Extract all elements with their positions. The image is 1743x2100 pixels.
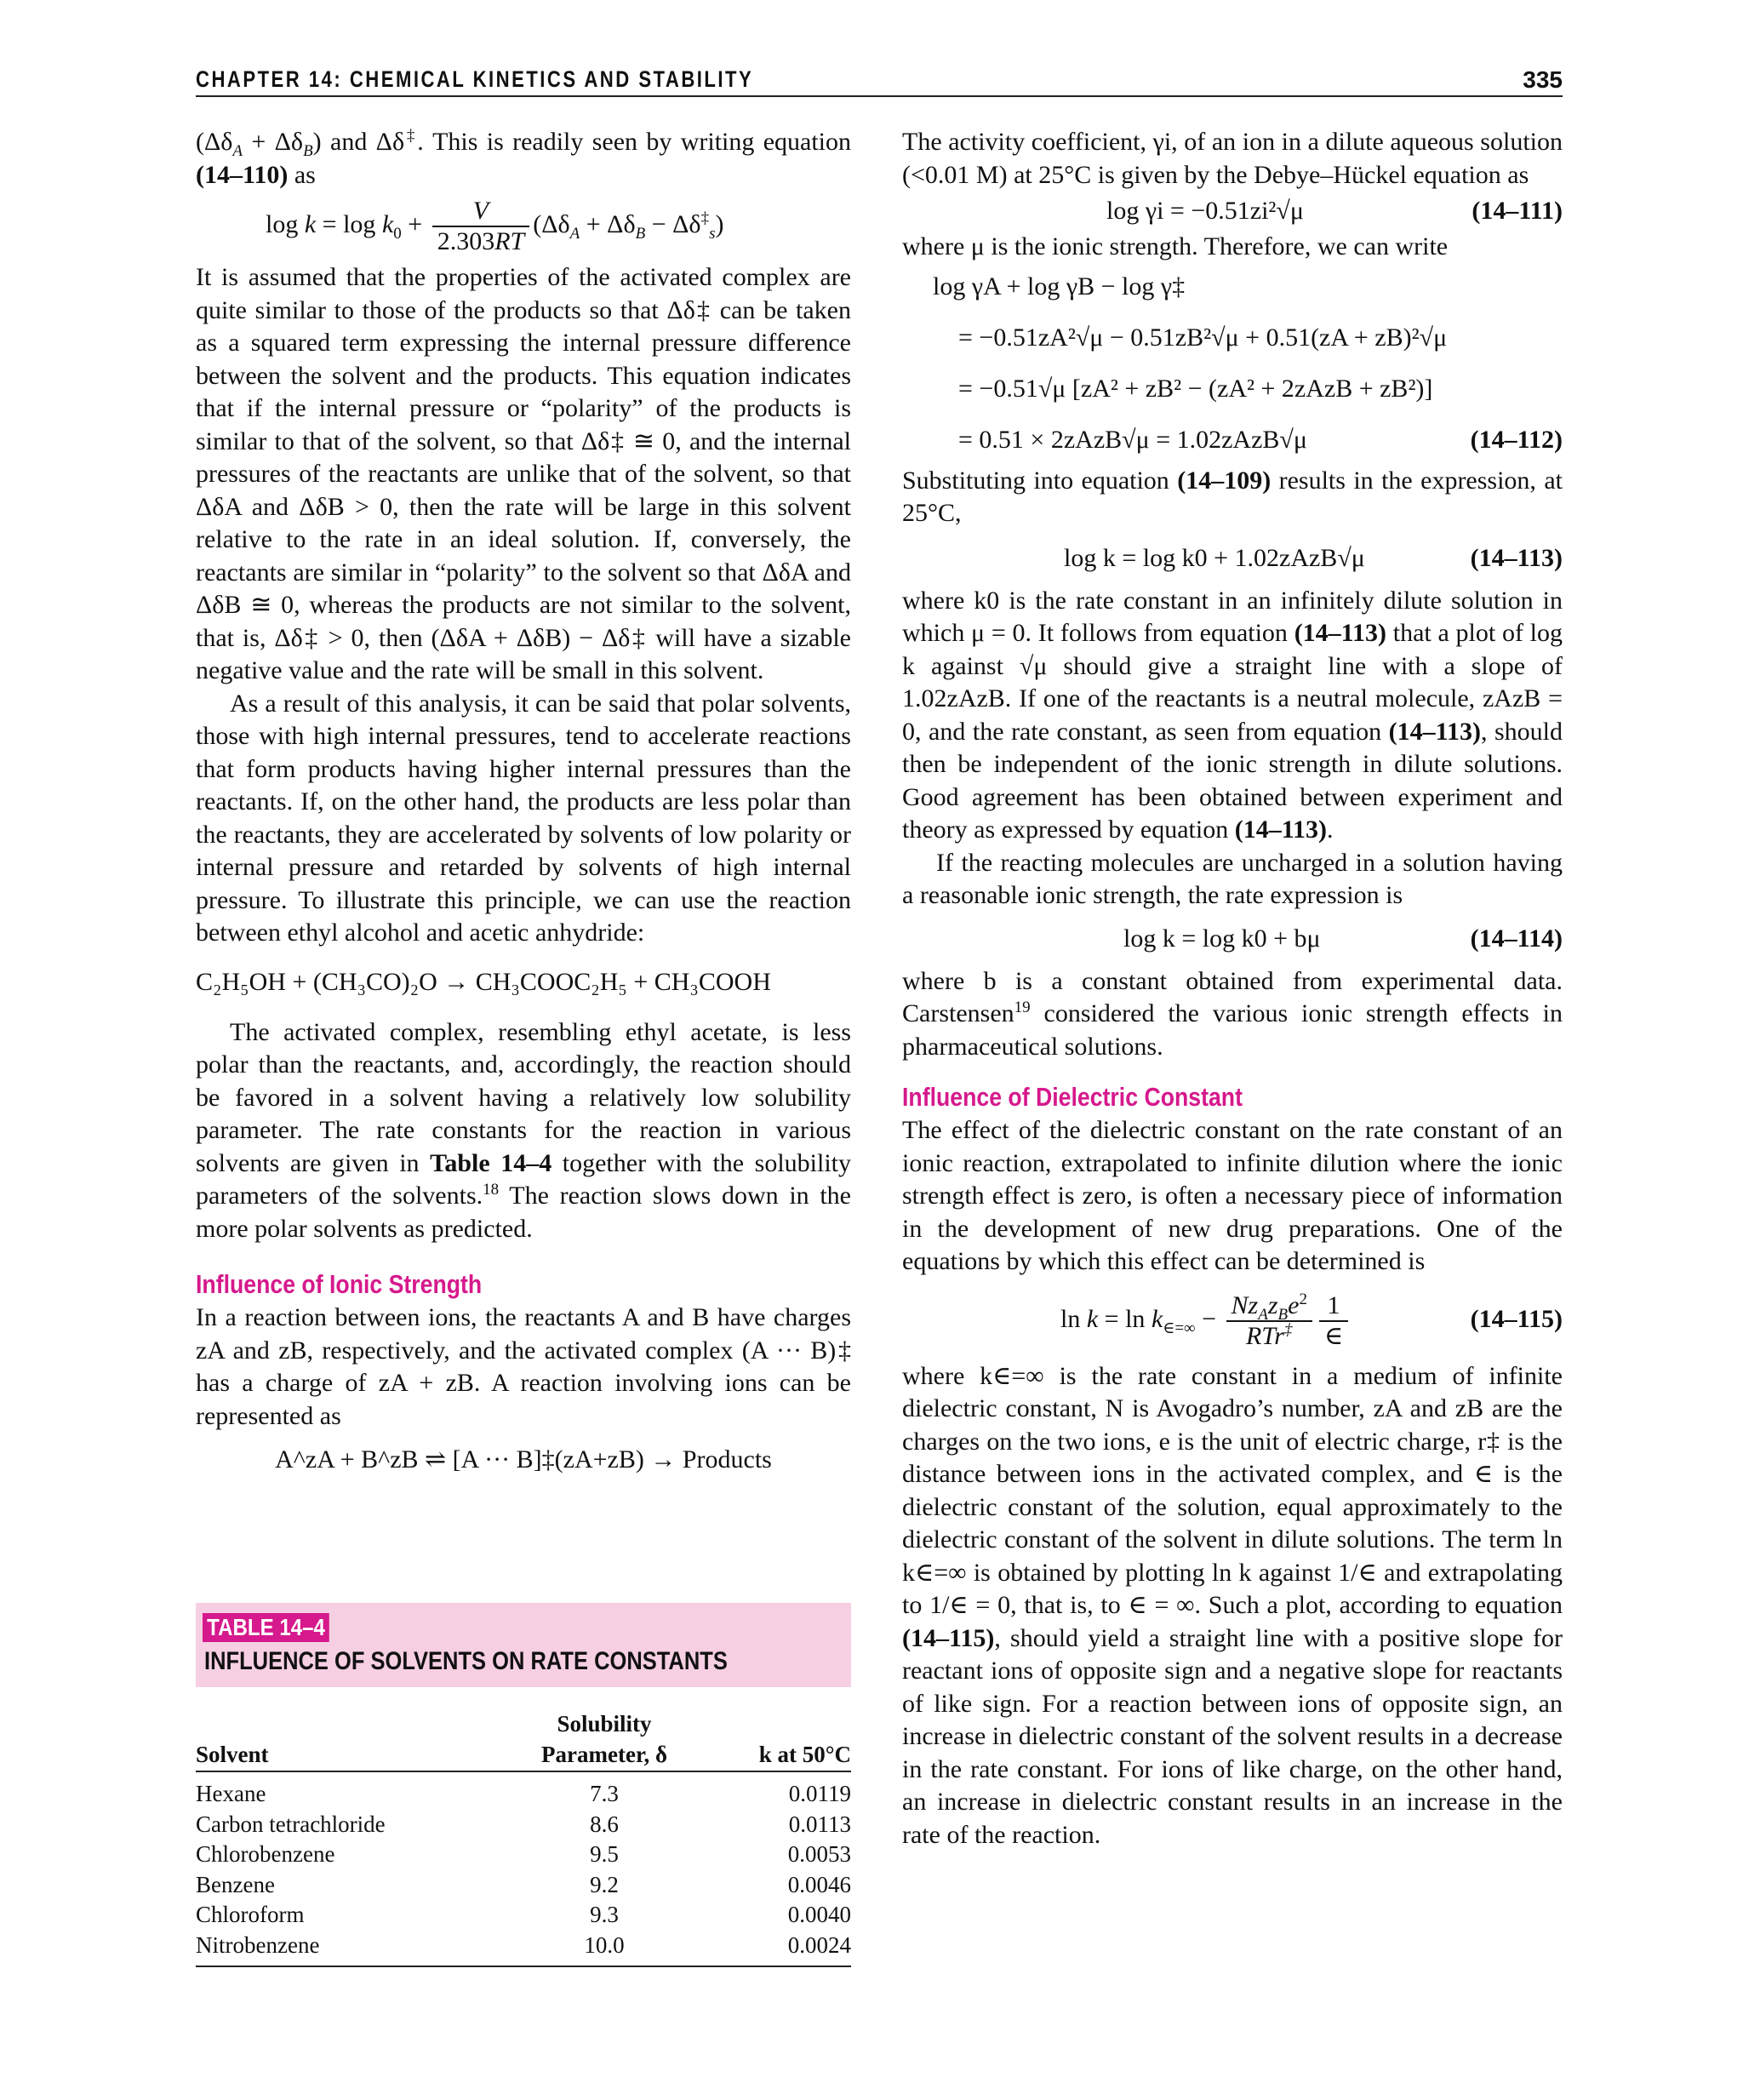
paragraph-intro: $(\Delta\delta_A + \Delta\delta_B)$ and Δδ‡. This is readily seen by writing equation (14–110) as [196, 127, 851, 189]
paragraph-ionic-strength-mu: where μ is the ionic strength. Therefore, we can write [902, 232, 1449, 260]
paragraph-ionic-reaction: In a reaction between ions, the reactants A and B have charges zA and zB, respectively, and the activated complex (A ··· B)‡ has a charge of zA + zB. A reaction involving ions can be represented as [196, 1303, 851, 1430]
column-header-parameter: Parameter, δ [541, 1742, 667, 1767]
right-column [902, 126, 1563, 1851]
column-header-k: k at 50°C [758, 1742, 851, 1767]
table-title: INFLUENCE OF SOLVENTS ON RATE CONSTANTS [204, 1647, 728, 1675]
table-row: Benzene 9.2 0.0046 [196, 1871, 851, 1897]
table-body [196, 1772, 851, 1967]
equation-14-112-line1: log γA + log γB − log γ‡ [933, 272, 1186, 300]
paragraph-constant-b: where b is a constant obtained from experimental data. Carstensen$^{19}$ considered the various ionic strength effects in pharmaceutical solutions. [902, 966, 1563, 1061]
paragraph-dielectric-effect: The effect of the dielectric constant on the rate constant of an ionic reaction, extrapolated to infinite dilution where the ionic strength effect is zero, is often a necessary piece of information in the development of new drug preparations. One of the equations by which this effect can be determined is [902, 1116, 1563, 1275]
equation-14-112-line4: = 0.51 × 2zAzB√μ = 1.02zAzB√μ (14–112) [958, 425, 1563, 454]
paragraph-activated-complex: It is assumed that the properties of the activated complex are quite similar to those of the products so that Δδ‡ can be taken as a squared term expressing the internal pressure difference between the solvent and the products. This equation indicates that if the internal pressure or “polarity” of the products is similar to that of the solvent, so that Δδ‡ ≅ 0, and the internal pressures of the reactants are unlike that of the solvent, so that ΔδA and ΔδB > 0, then the rate will be large in this solvent relative to the rate in an ideal solution. If, conversely, the reactants are similar in “polarity” to the solvent so that ΔδA and ΔδB ≅ 0, whereas the products are not similar to the solvent, that is, Δδ‡ > 0, then (ΔδA + ΔδB) − Δδ‡ will have a sizable negative value and the rate will be small in this solvent. [196, 263, 851, 684]
page-number: 335 [1523, 66, 1563, 93]
column-header-solvent: Solvent [196, 1742, 269, 1767]
equation-ionic-reaction: A^zA + B^zB ⇌ [A ··· B]‡(zA+zB) → Products [275, 1445, 772, 1473]
paragraph-activity-coefficient: The activity coefficient, γi, of an ion in a dilute aqueous solution (<0.01 M) at 25°C is given by the Debye–Hückel equation as [902, 128, 1563, 189]
equation-ethyl-acetate-reaction: C₂H₅OH + (CH₃CO)₂O → CH₃COOC₂H₅ + CH₃COOH [196, 967, 771, 996]
paragraph-rate-constant-k0: where k0 is the rate constant in an infinitely dilute solution in which μ = 0. It follows from equation (14–113) that a plot of log k against √μ should give a straight line with a slope of 1.02zAzB. If one of the reactants is a neutral molecule, zAzB = 0, and the rate constant, as seen from equation (14–113), should then be independent of the ionic strength in dilute solutions. Good agreement has been obtained between experiment and theory as expressed by equation (14–113). [902, 586, 1563, 844]
table-row: Chloroform 9.3 0.0040 [196, 1902, 851, 1927]
equation-14-112-line3: = −0.51√μ [zA² + zB² − (zA² + 2zAzB + zB²)] [958, 374, 1433, 403]
equation-log-k-solubility: $\log k = \log k_0$ + $\frac{V}{2.303RT}$ $(\Delta\delta_A + \Delta\delta_B - \Delta\delta^\ddagger_s)$ [266, 197, 724, 256]
table-header-row [196, 1702, 851, 1772]
running-header [196, 66, 1563, 97]
solvent-table [196, 1702, 851, 1967]
left-column [196, 126, 851, 1485]
table-row: Chlorobenzene 9.5 0.0053 [196, 1841, 851, 1867]
table-row: Carbon tetrachloride 8.6 0.0113 [196, 1811, 851, 1837]
paragraph-substituting: Substituting into equation (14–109) results in the expression, at 25°C, [902, 466, 1563, 527]
equation-14-111: log γi = −0.51zi²√μ (14–111) [1106, 197, 1563, 225]
column-header-solubility: Solubility [557, 1711, 652, 1737]
section-heading-ionic-strength: Influence of Ionic Strength [196, 1269, 483, 1299]
table-row: Hexane 7.3 0.0119 [196, 1781, 851, 1806]
equation-14-114: log k = log k0 + bμ (14–114) [1123, 924, 1563, 953]
equation-14-115: $\ln k = \ln k_{\in=\infty}$ − $\frac{Nz_Az_Be^2}{RTr^\ddagger}$ $\frac{1}{\in}$ (14–115) [1060, 1290, 1563, 1350]
paragraph-polar-solvents: As a result of this analysis, it can be said that polar solvents, those with high internal pressures, tend to accelerate reactions that form products having higher internal pressures than the reactants. If, on the other hand, the products are less polar than the reactants, they are accelerated by solvents of low polarity or internal pressure and retarded by solvents of high internal pressure. To illustrate this principle, we can use the reaction between ethyl alcohol and acetic anhydride: [196, 689, 851, 947]
paragraph-dielectric-explanation: where k∈=∞ is the rate constant in a medium of infinite dielectric constant, N is Avogadro’s number, zA and zB are the charges on the two ions, e is the unit of electric charge, r‡ is the distance between ions in the activated complex, and ∈ is the dielectric constant of the solution, equal approximately to the dielectric constant of the solvent in dilute solutions. The term ln k∈=∞ is obtained by plotting ln k against 1/∈ and extrapolating to 1/∈ = 0, that is, to ∈ = ∞. Such a plot, according to equation (14–115), should yield a straight line with a positive slope for reactant ions of opposite sign and a negative slope for reactants of like sign. For a reaction between ions of opposite sign, an increase in dielectric constant of the solvent results in a decrease in the rate constant. For ions of like charge, on the other hand, an increase in dielectric constant results in an increase in the rate of the reaction. [902, 1361, 1563, 1849]
equation-14-113: log k = log k0 + 1.02zAzB√μ (14–113) [1064, 543, 1563, 572]
table-row: Nitrobenzene 10.0 0.0024 [196, 1931, 851, 1958]
chapter-title: CHAPTER 14: CHEMICAL KINETICS AND STABILITY [196, 66, 754, 92]
section-heading-dielectric-constant: Influence of Dielectric Constant [902, 1082, 1243, 1112]
table-caption-box [196, 1603, 851, 1687]
table-label: TABLE 14–4 [203, 1613, 329, 1642]
equation-14-112-line2: = −0.51zA²√μ − 0.51zB²√μ + 0.51(zA + zB)²√μ [958, 323, 1448, 352]
paragraph-ethyl-acetate: The activated complex, resembling ethyl acetate, is less polar than the reactants, and, accordingly, the reaction should be favored in a solvent having a relatively low solubility parameter. The rate constants for the reaction in various solvents are given in Table 14–4 together with the solubility parameters of the solvents.$^{18}$ The reaction slows down in the more polar solvents as predicted. [196, 1017, 851, 1243]
paragraph-uncharged-molecules: If the reacting molecules are uncharged in a solution having a reasonable ionic strength, the rate expression is [902, 848, 1563, 909]
